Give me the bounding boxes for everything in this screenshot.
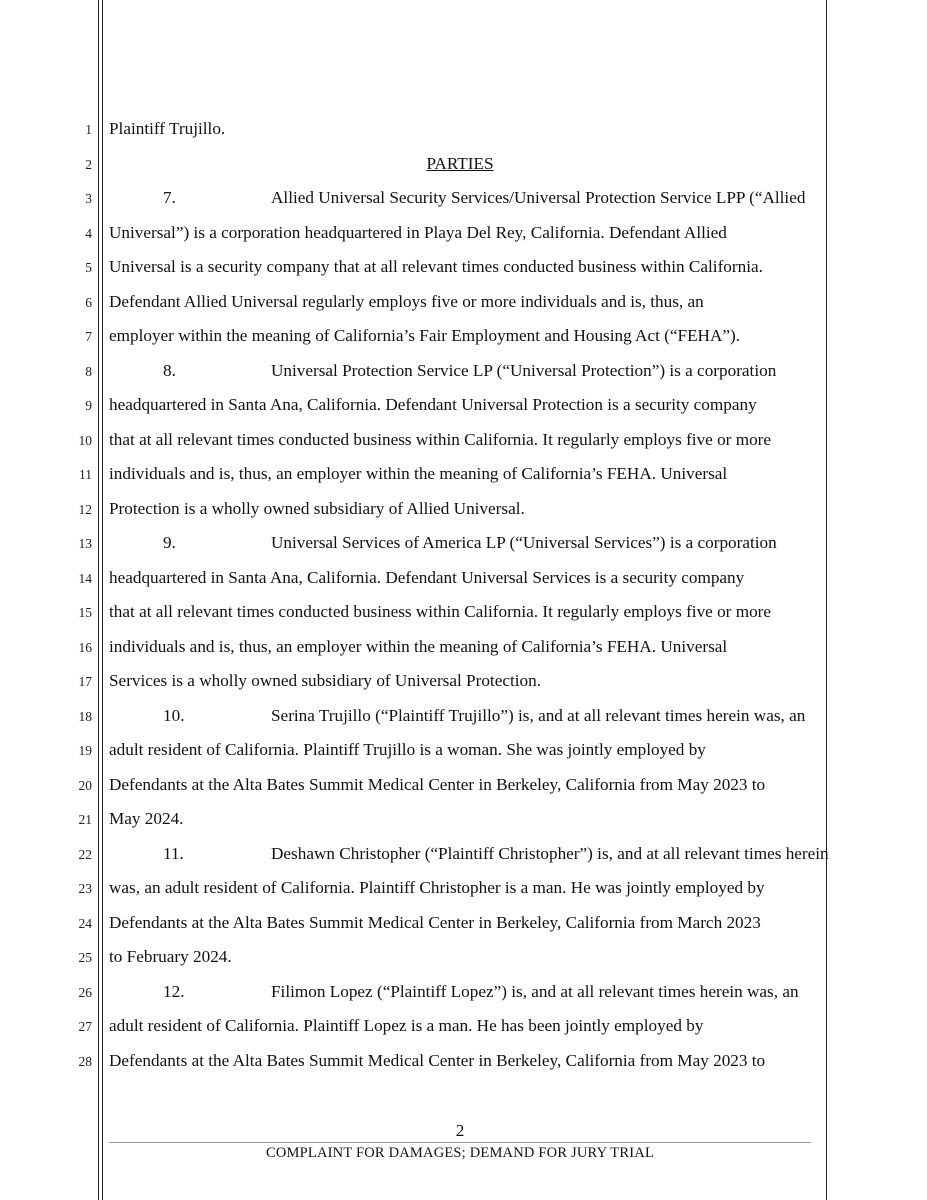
line-number: 23	[78, 881, 92, 896]
paragraph-8-line: individuals and is, thus, an employer within the meaning of California’s FEHA. Universal	[109, 464, 728, 483]
line-number: 4	[85, 226, 92, 241]
line-number: 5	[85, 260, 92, 275]
section-heading: PARTIES	[426, 154, 494, 173]
paragraph-11-line: to February 2024.	[109, 947, 232, 966]
line-number: 21	[78, 812, 92, 827]
line-number: 13	[78, 536, 92, 551]
line-number: 18	[78, 709, 92, 724]
line-number: 2	[85, 157, 92, 172]
paragraph-number: 10.	[163, 706, 185, 725]
line-number: 27	[78, 1019, 92, 1034]
line-number: 20	[78, 778, 92, 793]
paragraph-12-line	[109, 981, 829, 1003]
paragraph-11-line	[109, 843, 829, 865]
page-number: 2	[455, 1121, 465, 1140]
paragraph-12-line: adult resident of California. Plaintiff Lopez is a man. He has been jointly employed by	[109, 1016, 704, 1035]
line-number: 24	[78, 916, 92, 931]
paragraph-9-line: headquartered in Santa Ana, California. Defendant Universal Services is a security company	[109, 568, 745, 587]
line-number: 22	[78, 847, 92, 862]
paragraph-10-line: Defendants at the Alta Bates Summit Medical Center in Berkeley, California from May 2023 to	[109, 775, 766, 794]
line-number: 15	[78, 605, 92, 620]
paragraph-8-line: Protection is a wholly owned subsidiary of Allied Universal.	[109, 499, 525, 518]
line-number: 16	[78, 640, 92, 655]
paragraph-text: Filimon Lopez (“Plaintiff Lopez”) is, and at all relevant times herein was, an	[271, 982, 799, 1001]
line-number: 19	[78, 743, 92, 758]
paragraph-text: Allied Universal Security Services/Universal Protection Service LPP (“Allied	[271, 188, 806, 207]
line-number: 7	[85, 329, 92, 344]
line-number: 6	[85, 295, 92, 310]
paragraph-7-line: employer within the meaning of California’s Fair Employment and Housing Act (“FEHA”).	[109, 326, 741, 345]
line-number: 26	[78, 985, 92, 1000]
line-number: 3	[85, 191, 92, 206]
paragraph-number: 11.	[163, 844, 184, 863]
paragraph-10-line	[109, 705, 829, 727]
paragraph-9-line: that at all relevant times conducted business within California. It regularly employs five or more	[109, 602, 772, 621]
paragraph-number: 7.	[163, 188, 176, 207]
paragraph-10-line: adult resident of California. Plaintiff Trujillo is a woman. She was jointly employed by	[109, 740, 706, 759]
paragraph-text: Universal Protection Service LP (“Universal Protection”) is a corporation	[271, 361, 777, 380]
paragraph-8-line	[109, 360, 829, 382]
paragraph-7-line	[109, 187, 829, 209]
paragraph-8-line: headquartered in Santa Ana, California. Defendant Universal Protection is a security company	[109, 395, 757, 414]
paragraph-7-line: Universal is a security company that at all relevant times conducted business within California.	[109, 257, 763, 276]
paragraph-text: Universal Services of America LP (“Universal Services”) is a corporation	[271, 533, 777, 552]
paragraph-number: 9.	[163, 533, 176, 552]
line-number: 12	[78, 502, 92, 517]
paragraph-text: Deshawn Christopher (“Plaintiff Christopher”) is, and at all relevant times herein	[271, 844, 829, 863]
paragraph-7-line: Universal”) is a corporation headquartered in Playa Del Rey, California. Defendant Allied	[109, 223, 727, 242]
line-number: 9	[85, 398, 92, 413]
paragraph-text: Serina Trujillo (“Plaintiff Trujillo”) is, and at all relevant times herein was, an	[271, 706, 806, 725]
paragraph-number: 12.	[163, 982, 185, 1001]
paragraph-9-line	[109, 532, 829, 554]
line-number: 10	[78, 433, 92, 448]
line-number: 11	[79, 467, 92, 482]
line-number: 28	[78, 1054, 92, 1069]
line-number: 1	[85, 122, 92, 137]
line-number: 25	[78, 950, 92, 965]
paragraph-12-line: Defendants at the Alta Bates Summit Medical Center in Berkeley, California from May 2023 to	[109, 1051, 766, 1070]
line-number: 14	[78, 571, 92, 586]
footer-title: COMPLAINT FOR DAMAGES; DEMAND FOR JURY TRIAL	[266, 1145, 654, 1161]
line-number: 17	[78, 674, 92, 689]
paragraph-7-line: Defendant Allied Universal regularly employs five or more individuals and is, thus, an	[109, 292, 704, 311]
line-number: 8	[85, 364, 92, 379]
paragraph-11-line: Defendants at the Alta Bates Summit Medical Center in Berkeley, California from March 2023	[109, 913, 761, 932]
paragraph-9-line: Services is a wholly owned subsidiary of Universal Protection.	[109, 671, 541, 690]
text-line: Plaintiff Trujillo.	[109, 119, 226, 138]
left-margin-rule-outer	[98, 0, 99, 1200]
left-margin-rule-inner	[102, 0, 103, 1200]
paragraph-9-line: individuals and is, thus, an employer within the meaning of California’s FEHA. Universal	[109, 637, 728, 656]
paragraph-8-line: that at all relevant times conducted business within California. It regularly employs five or more	[109, 430, 772, 449]
paragraph-number: 8.	[163, 361, 176, 380]
paragraph-11-line: was, an adult resident of California. Plaintiff Christopher is a man. He was jointly employed by	[109, 878, 765, 897]
paragraph-10-line: May 2024.	[109, 809, 184, 828]
